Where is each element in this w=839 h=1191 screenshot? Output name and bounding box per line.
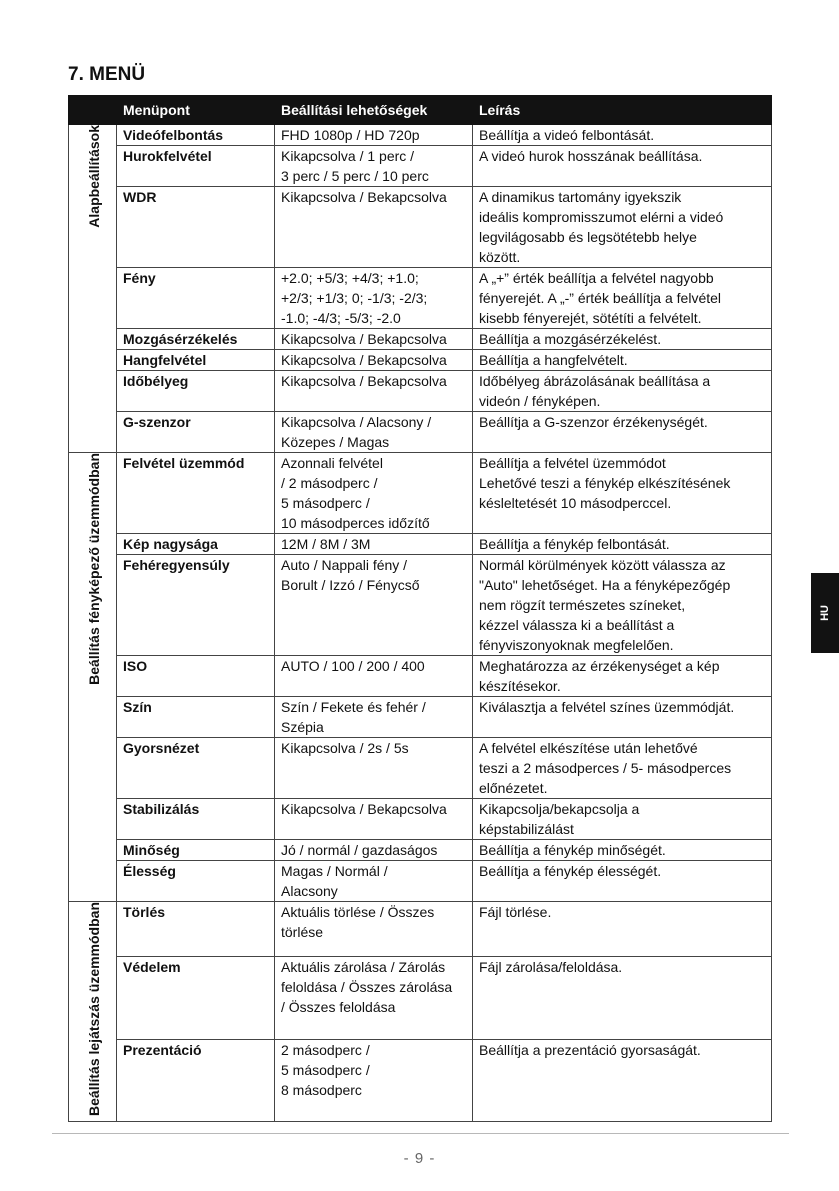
menu-item-cell: Szín — [117, 697, 275, 738]
menu-item-cell: Hangfelvétel — [117, 350, 275, 371]
options-cell: Kikapcsolva / Bekapcsolva — [275, 371, 473, 412]
description-cell: Fájl törlése. — [473, 902, 772, 957]
options-cell: Kikapcsolva / 1 perc / 3 perc / 5 perc / 10 perc — [275, 146, 473, 187]
description-cell: Normál körülmények között válassza az "Auto" lehetőséget. Ha a fényképezőgép nem rögzít természetes színeket, kézzel válassza ki a beállítást a fényviszonyoknak megfelelően. — [473, 555, 772, 656]
table-row — [69, 1039, 772, 1121]
description-cell: Beállítja a G-szenzor érzékenységét. — [473, 412, 772, 453]
page-heading: 7. MENÜ — [68, 64, 146, 85]
description-cell: Beállítja a fénykép felbontását. — [473, 534, 772, 555]
menu-item-cell: Fény — [117, 268, 275, 329]
table-row — [69, 187, 772, 268]
options-cell: Auto / Nappali fény / Borult / Izzó / Fénycső — [275, 555, 473, 656]
table-row — [69, 453, 772, 534]
menu-item-cell: Minőség — [117, 840, 275, 861]
options-cell: Szín / Fekete és fehér / Szépia — [275, 697, 473, 738]
description-cell: Meghatározza az érzékenységet a kép készítésekor. — [473, 656, 772, 697]
menu-item-cell: WDR — [117, 187, 275, 268]
description-cell: Beállítja a mozgásérzékelést. — [473, 329, 772, 350]
language-tab — [811, 573, 839, 653]
options-cell: Kikapcsolva / Bekapcsolva — [275, 329, 473, 350]
menu-item-cell: G-szenzor — [117, 412, 275, 453]
header-menu-item: Menüpont — [117, 96, 275, 125]
table-row — [69, 125, 772, 146]
options-cell: 2 másodperc / 5 másodperc / 8 másodperc — [275, 1039, 473, 1121]
menu-item-cell: Törlés — [117, 902, 275, 957]
table-header-row — [69, 96, 772, 125]
menu-item-cell: ISO — [117, 656, 275, 697]
table-row — [69, 738, 772, 799]
description-cell: Beállítja a videó felbontását. — [473, 125, 772, 146]
table-row — [69, 534, 772, 555]
options-cell: FHD 1080p / HD 720p — [275, 125, 473, 146]
header-options: Beállítási lehetőségek — [275, 96, 473, 125]
menu-item-cell: Felvétel üzemmód — [117, 453, 275, 534]
section-label: Beállítás lejátszás üzemmódban — [85, 902, 102, 1116]
options-cell: Kikapcsolva / Bekapcsolva — [275, 187, 473, 268]
table-row — [69, 555, 772, 656]
table-row — [69, 957, 772, 1039]
menu-item-cell: Hurokfelvétel — [117, 146, 275, 187]
table-row — [69, 350, 772, 371]
table-row — [69, 268, 772, 329]
description-cell: A felvétel elkészítése után lehetővé teszi a 2 másodperces / 5- másodperces előnézetet. — [473, 738, 772, 799]
menu-item-cell: Élesség — [117, 861, 275, 902]
section-label: Alapbeállítások — [85, 125, 102, 228]
language-tab-label: HU — [819, 605, 831, 621]
menu-item-cell: Stabilizálás — [117, 799, 275, 840]
options-cell: Kikapcsolva / Alacsony / Közepes / Magas — [275, 412, 473, 453]
options-cell: Azonnali felvétel / 2 másodperc / 5 másodperc / 10 másodperces időzítő — [275, 453, 473, 534]
footer-divider — [52, 1133, 789, 1134]
description-cell: A „+” érték beállítja a felvétel nagyobb fényerejét. A „-” érték beállítja a felvétel kisebb fényerejét, sötétíti a felvételt. — [473, 268, 772, 329]
description-cell: Fájl zárolása/feloldása. — [473, 957, 772, 1039]
description-cell: Kikapcsolja/bekapcsolja a képstabilizálást — [473, 799, 772, 840]
menu-item-cell: Videófelbontás — [117, 125, 275, 146]
options-cell: Aktuális törlése / Összes törlése — [275, 902, 473, 957]
section-playback — [69, 902, 117, 1122]
options-cell: Kikapcsolva / 2s / 5s — [275, 738, 473, 799]
description-cell: Beállítja a hangfelvételt. — [473, 350, 772, 371]
table-row — [69, 840, 772, 861]
table-row — [69, 697, 772, 738]
description-cell: A dinamikus tartomány igyekszik ideális kompromisszumot elérni a videó legvilágosabb és legsötétebb helye között. — [473, 187, 772, 268]
menu-item-cell: Mozgásérzékelés — [117, 329, 275, 350]
table-row — [69, 861, 772, 902]
table-row — [69, 329, 772, 350]
description-cell: Időbélyeg ábrázolásának beállítása a videón / fényképen. — [473, 371, 772, 412]
table-row — [69, 902, 772, 957]
description-cell: Beállítja a fénykép minőségét. — [473, 840, 772, 861]
options-cell: +2.0; +5/3; +4/3; +1.0; +2/3; +1/3; 0; -1/3; -2/3; -1.0; -4/3; -5/3; -2.0 — [275, 268, 473, 329]
section-label: Beállítás fényképező üzemmódban — [85, 453, 102, 685]
options-cell: Jó / normál / gazdaságos — [275, 840, 473, 861]
description-cell: A videó hurok hosszának beállítása. — [473, 146, 772, 187]
description-cell: Kiválasztja a felvétel színes üzemmódját. — [473, 697, 772, 738]
page-number: - 9 - — [403, 1150, 436, 1167]
table-row — [69, 656, 772, 697]
options-cell: Kikapcsolva / Bekapcsolva — [275, 350, 473, 371]
options-cell: Aktuális zárolása / Zárolás feloldása / Összes zárolása / Összes feloldása — [275, 957, 473, 1039]
section-photo — [69, 453, 117, 902]
options-cell: Magas / Normál / Alacsony — [275, 861, 473, 902]
description-cell: Beállítja a felvétel üzemmódot Lehetővé teszi a fénykép elkészítésének késleltetését 10 másodperccel. — [473, 453, 772, 534]
table-row — [69, 146, 772, 187]
table-row — [69, 412, 772, 453]
table-row — [69, 799, 772, 840]
menu-item-cell: Kép nagysága — [117, 534, 275, 555]
menu-item-cell: Gyorsnézet — [117, 738, 275, 799]
menu-item-cell: Védelem — [117, 957, 275, 1039]
header-section — [69, 96, 117, 125]
table-row — [69, 371, 772, 412]
menu-item-cell: Prezentáció — [117, 1039, 275, 1121]
header-description: Leírás — [473, 96, 772, 125]
menu-item-cell: Fehéregyensúly — [117, 555, 275, 656]
options-cell: 12M / 8M / 3M — [275, 534, 473, 555]
section-basic — [69, 125, 117, 453]
options-cell: AUTO / 100 / 200 / 400 — [275, 656, 473, 697]
description-cell: Beállítja a prezentáció gyorsaságát. — [473, 1039, 772, 1121]
options-cell: Kikapcsolva / Bekapcsolva — [275, 799, 473, 840]
description-cell: Beállítja a fénykép élességét. — [473, 861, 772, 902]
menu-settings-table — [68, 95, 772, 1122]
menu-item-cell: Időbélyeg — [117, 371, 275, 412]
